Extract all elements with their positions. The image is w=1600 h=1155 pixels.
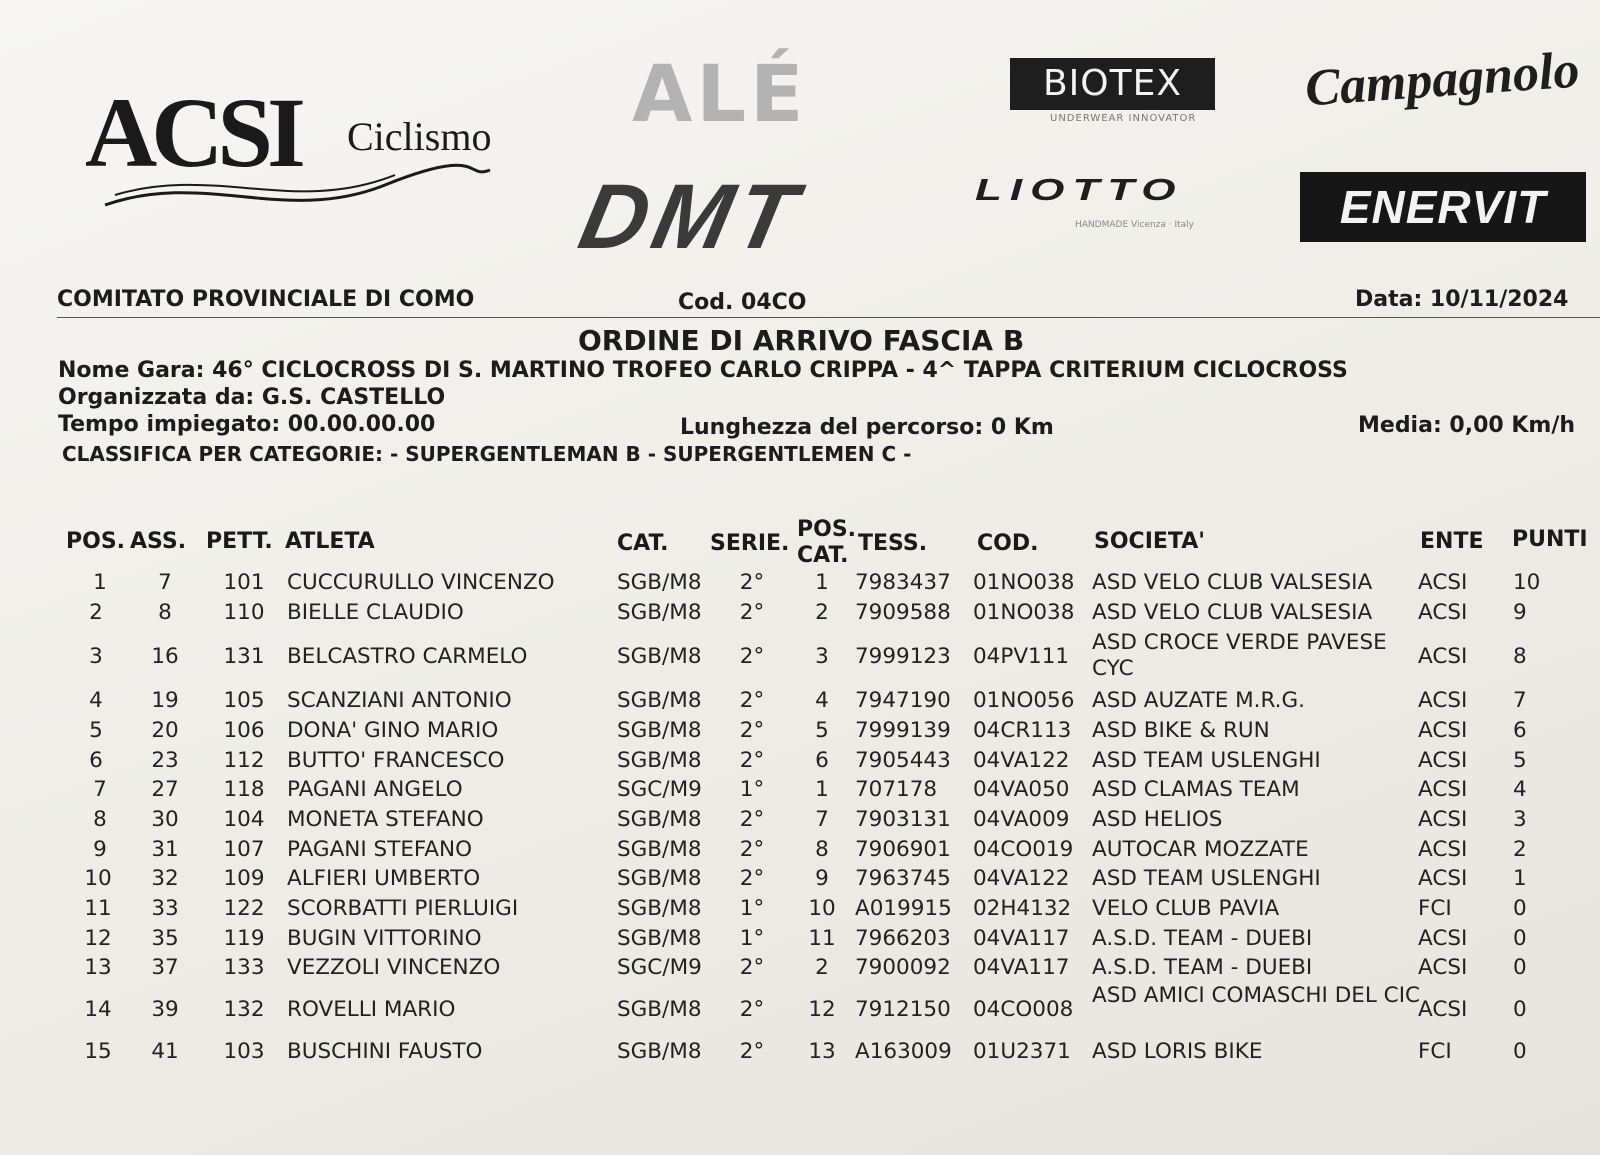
cell-ass: 31 [151, 837, 179, 862]
header-rule [57, 317, 1600, 318]
cell-pos: 2 [89, 600, 103, 625]
table-row [0, 570, 1600, 600]
cell-atleta: PAGANI ANGELO [287, 777, 463, 802]
cell-pos: 8 [93, 807, 107, 832]
cell-cod: 04VA050 [973, 777, 1070, 802]
cell-cat: SGB/M8 [617, 997, 702, 1022]
cell-serie: 2° [739, 644, 765, 669]
col-atleta: ATLETA [285, 529, 375, 554]
cell-cod: 01NO038 [973, 570, 1075, 595]
cell-ente: ACSI [1418, 748, 1468, 773]
col-poscat-line1: POS. [797, 517, 857, 542]
cell-cod: 04VA117 [973, 926, 1070, 951]
cell-punti: 8 [1513, 644, 1527, 669]
cell-cat: SGB/M8 [617, 748, 702, 773]
cell-pos: 11 [84, 896, 112, 921]
average-speed: Media: 0,00 Km/h [1358, 413, 1576, 438]
table-row [0, 748, 1600, 778]
cell-poscat: 6 [815, 748, 829, 773]
cell-societa: A.S.D. TEAM - DUEBI [1092, 955, 1313, 980]
organizer: Organizzata da: G.S. CASTELLO [58, 385, 446, 410]
cell-ass: 8 [158, 600, 172, 625]
cell-serie: 2° [739, 570, 765, 595]
cell-ass: 32 [151, 866, 179, 891]
cell-ente: ACSI [1418, 570, 1468, 595]
acsi-logo [85, 75, 505, 215]
cell-tess: 7906901 [855, 837, 951, 862]
cell-pos: 1 [93, 570, 107, 595]
cell-serie: 2° [739, 807, 765, 832]
col-ente: ENTE [1420, 529, 1484, 554]
cell-punti: 5 [1513, 748, 1527, 773]
date: Data: 10/11/2024 [1355, 287, 1569, 312]
cell-punti: 4 [1513, 777, 1527, 802]
table-row [0, 866, 1600, 896]
cell-cod: 04VA122 [973, 866, 1070, 891]
cell-pos: 4 [89, 688, 103, 713]
cell-pett: 122 [223, 896, 265, 921]
cell-ass: 37 [151, 955, 179, 980]
cell-ass: 39 [151, 997, 179, 1022]
ale-logo: ALÉ [632, 50, 808, 140]
cell-pos: 10 [84, 866, 112, 891]
cell-societa: ASD VELO CLUB VALSESIA [1092, 600, 1373, 625]
cell-cod: 04CO019 [973, 837, 1074, 862]
col-poscat-line2: CAT. [797, 543, 849, 568]
cell-pett: 107 [223, 837, 265, 862]
cell-ente: ACSI [1418, 644, 1468, 669]
cell-serie: 1° [739, 926, 765, 951]
col-ass: ASS. [130, 529, 187, 554]
cell-serie: 1° [739, 896, 765, 921]
col-societa: SOCIETA' [1094, 529, 1205, 554]
cell-cat: SGB/M8 [617, 718, 702, 743]
cell-poscat: 10 [808, 896, 836, 921]
cell-societa: ASD AUZATE M.R.G. [1092, 688, 1306, 713]
cell-pos: 15 [84, 1039, 112, 1064]
cell-atleta: VEZZOLI VINCENZO [287, 955, 501, 980]
cell-ente: ACSI [1418, 807, 1468, 832]
col-serie: SERIE. [710, 531, 790, 556]
cell-punti: 10 [1513, 570, 1541, 595]
cell-pos: 3 [89, 644, 103, 669]
cell-punti: 7 [1513, 688, 1527, 713]
cell-ass: 33 [151, 896, 179, 921]
page-title: ORDINE DI ARRIVO FASCIA B [578, 324, 1025, 357]
cell-ente: ACSI [1418, 600, 1468, 625]
cell-tess: 7905443 [855, 748, 951, 773]
cell-poscat: 1 [815, 570, 829, 595]
cell-poscat: 1 [815, 777, 829, 802]
table-row [0, 688, 1600, 718]
cell-ass: 19 [151, 688, 179, 713]
cell-poscat: 8 [815, 837, 829, 862]
cell-pos: 5 [89, 718, 103, 743]
table-row [0, 955, 1600, 985]
cell-poscat: 9 [815, 866, 829, 891]
cell-pos: 9 [93, 837, 107, 862]
table-row [0, 1039, 1600, 1069]
cell-atleta: SCORBATTI PIERLUIGI [287, 896, 519, 921]
cell-pos: 6 [89, 748, 103, 773]
liotto-logo: LIOTTO [975, 172, 1184, 207]
cell-serie: 2° [739, 600, 765, 625]
cell-punti: 0 [1513, 896, 1527, 921]
cell-tess: 7966203 [855, 926, 951, 951]
cell-tess: 7999123 [855, 644, 951, 669]
cell-serie: 2° [739, 866, 765, 891]
cell-cat: SGB/M8 [617, 896, 702, 921]
cell-serie: 2° [739, 837, 765, 862]
cell-poscat: 7 [815, 807, 829, 832]
cell-pett: 101 [223, 570, 265, 595]
cell-ass: 23 [151, 748, 179, 773]
cell-ente: ACSI [1418, 688, 1468, 713]
table-row [0, 983, 1600, 1027]
cell-tess: 7900092 [855, 955, 951, 980]
cell-ass: 30 [151, 807, 179, 832]
cell-tess: 7983437 [855, 570, 951, 595]
biotex-tagline: UNDERWEAR INNOVATOR [1050, 113, 1197, 124]
cell-atleta: DONA' GINO MARIO [287, 718, 499, 743]
cell-serie: 2° [739, 955, 765, 980]
cell-pett: 133 [223, 955, 265, 980]
cell-poscat: 2 [815, 600, 829, 625]
cell-cod: 01NO056 [973, 688, 1075, 713]
cell-ente: ACSI [1418, 777, 1468, 802]
cell-societa: VELO CLUB PAVIA [1092, 896, 1280, 921]
col-punti: PUNTI [1512, 527, 1588, 552]
cell-cat: SGB/M8 [617, 688, 702, 713]
col-pos: POS. [66, 529, 126, 554]
cell-pos: 12 [84, 926, 112, 951]
table-row [0, 630, 1600, 681]
cell-punti: 9 [1513, 600, 1527, 625]
cell-ente: ACSI [1418, 997, 1468, 1022]
cell-tess: A019915 [855, 896, 952, 921]
cell-ente: ACSI [1418, 866, 1468, 891]
cell-atleta: PAGANI STEFANO [287, 837, 473, 862]
cell-cod: 04VA117 [973, 955, 1070, 980]
table-row [0, 807, 1600, 837]
cell-cat: SGB/M8 [617, 1039, 702, 1064]
course-length: Lunghezza del percorso: 0 Km [680, 415, 1054, 440]
cell-pett: 132 [223, 997, 265, 1022]
cell-ass: 20 [151, 718, 179, 743]
categories: CLASSIFICA PER CATEGORIE: - SUPERGENTLEMAN B - SUPERGENTLEMEN C - [62, 442, 912, 466]
table-row [0, 600, 1600, 630]
cell-ass: 35 [151, 926, 179, 951]
cell-pett: 103 [223, 1039, 265, 1064]
acsi-mark: ACSI [85, 77, 300, 188]
cell-pett: 109 [223, 866, 265, 891]
cell-poscat: 2 [815, 955, 829, 980]
cell-tess: 7903131 [855, 807, 951, 832]
cell-cod: 04CO008 [973, 997, 1074, 1022]
cell-pos: 13 [84, 955, 112, 980]
sponsor-logos [0, 0, 1600, 270]
cell-poscat: 11 [808, 926, 836, 951]
cell-cat: SGB/M8 [617, 837, 702, 862]
cell-pett: 110 [223, 600, 265, 625]
cell-cod: 04VA122 [973, 748, 1070, 773]
dmt-logo: DMT [571, 166, 811, 268]
table-row [0, 777, 1600, 807]
cell-atleta: ALFIERI UMBERTO [287, 866, 481, 891]
cell-cod: 01U2371 [973, 1039, 1071, 1064]
cell-punti: 0 [1513, 997, 1527, 1022]
campagnolo-logo: Campagnolo [1303, 41, 1582, 118]
cell-serie: 2° [739, 718, 765, 743]
cell-pett: 119 [223, 926, 265, 951]
cell-cod: 04CR113 [973, 718, 1072, 743]
cell-pett: 105 [223, 688, 265, 713]
cell-societa: ASD BIKE & RUN [1092, 718, 1270, 743]
cell-ente: ACSI [1418, 837, 1468, 862]
cell-poscat: 3 [815, 644, 829, 669]
race-name: Nome Gara: 46° CICLOCROSS DI S. MARTINO TROFEO CARLO CRIPPA - 4^ TAPPA CRITERIUM CICLOCROSS [58, 358, 1348, 383]
cell-societa: A.S.D. TEAM - DUEBI [1092, 926, 1313, 951]
cell-punti: 0 [1513, 926, 1527, 951]
cell-serie: 2° [739, 997, 765, 1022]
cell-punti: 2 [1513, 837, 1527, 862]
cell-ente: FCI [1418, 896, 1452, 921]
cell-societa: ASD VELO CLUB VALSESIA [1092, 570, 1373, 595]
cell-atleta: MONETA STEFANO [287, 807, 484, 832]
table-row [0, 837, 1600, 867]
table-row [0, 718, 1600, 748]
table-row [0, 926, 1600, 956]
cell-societa: ASD LORIS BIKE [1092, 1039, 1263, 1064]
cell-tess: 707178 [855, 777, 938, 802]
cell-cod: 01NO038 [973, 600, 1075, 625]
cell-ass: 41 [151, 1039, 179, 1064]
cell-societa: ASD CLAMAS TEAM [1092, 777, 1300, 802]
cell-ente: ACSI [1418, 926, 1468, 951]
cell-punti: 0 [1513, 1039, 1527, 1064]
cell-punti: 3 [1513, 807, 1527, 832]
cell-pett: 106 [223, 718, 265, 743]
cell-atleta: BIELLE CLAUDIO [287, 600, 464, 625]
cell-pos: 14 [84, 997, 112, 1022]
cell-societa: AUTOCAR MOZZATE [1092, 837, 1309, 862]
cell-tess: 7999139 [855, 718, 951, 743]
table-row [0, 896, 1600, 926]
code: Cod. 04CO [678, 290, 807, 315]
cell-pett: 104 [223, 807, 265, 832]
cell-cat: SGB/M8 [617, 644, 702, 669]
time-used: Tempo impiegato: 00.00.00.00 [58, 412, 436, 437]
cell-tess: 7947190 [855, 688, 951, 713]
cell-ass: 7 [158, 570, 172, 595]
cell-serie: 2° [739, 748, 765, 773]
cell-atleta: BUTTO' FRANCESCO [287, 748, 505, 773]
cell-atleta: ROVELLI MARIO [287, 997, 456, 1022]
cell-societa: ASD TEAM USLENGHI [1092, 748, 1321, 773]
cell-serie: 2° [739, 688, 765, 713]
cell-ente: ACSI [1418, 718, 1468, 743]
cell-cat: SGB/M8 [617, 600, 702, 625]
cell-serie: 1° [739, 777, 765, 802]
cell-societa: ASD HELIOS [1092, 807, 1223, 832]
cell-cat: SGC/M9 [617, 955, 702, 980]
cell-tess: A163009 [855, 1039, 952, 1064]
cell-atleta: BELCASTRO CARMELO [287, 644, 528, 669]
cell-atleta: BUSCHINI FAUSTO [287, 1039, 483, 1064]
col-pett: PETT. [206, 529, 273, 554]
cell-tess: 7909588 [855, 600, 951, 625]
cell-societa: ASD CROCE VERDE PAVESE CYC [1092, 630, 1387, 681]
cell-ass: 16 [151, 644, 179, 669]
cell-pos: 7 [93, 777, 107, 802]
cell-punti: 1 [1513, 866, 1527, 891]
cell-cod: 02H4132 [973, 896, 1072, 921]
cell-pett: 131 [223, 644, 265, 669]
acsi-word: Ciclismo [347, 114, 492, 159]
cell-cat: SGB/M8 [617, 926, 702, 951]
cell-atleta: CUCCURULLO VINCENZO [287, 570, 555, 595]
cell-poscat: 12 [808, 997, 836, 1022]
cell-punti: 0 [1513, 955, 1527, 980]
committee: COMITATO PROVINCIALE DI COMO [57, 287, 475, 312]
col-cod: COD. [977, 531, 1039, 556]
biotex-logo: BIOTEX [1010, 58, 1215, 110]
cell-poscat: 4 [815, 688, 829, 713]
cell-tess: 7912150 [855, 997, 951, 1022]
cell-cat: SGB/M8 [617, 807, 702, 832]
cell-tess: 7963745 [855, 866, 951, 891]
cell-atleta: SCANZIANI ANTONIO [287, 688, 512, 713]
cell-cod: 04VA009 [973, 807, 1070, 832]
cell-ente: FCI [1418, 1039, 1452, 1064]
cell-societa: ASD AMICI COMASCHI DEL CIC [1092, 983, 1421, 1008]
cell-pett: 118 [223, 777, 265, 802]
cell-cat: SGC/M9 [617, 777, 702, 802]
cell-atleta: BUGIN VITTORINO [287, 926, 482, 951]
cell-cat: SGB/M8 [617, 570, 702, 595]
cell-societa: ASD TEAM USLENGHI [1092, 866, 1321, 891]
cell-poscat: 5 [815, 718, 829, 743]
cell-ente: ACSI [1418, 955, 1468, 980]
cell-poscat: 13 [808, 1039, 836, 1064]
cell-pett: 112 [223, 748, 265, 773]
col-tess: TESS. [858, 531, 928, 556]
cell-ass: 27 [151, 777, 179, 802]
liotto-tagline: HANDMADE Vicenza · Italy [1075, 220, 1194, 230]
cell-punti: 6 [1513, 718, 1527, 743]
col-cat: CAT. [617, 531, 669, 556]
cell-serie: 2° [739, 1039, 765, 1064]
cell-cod: 04PV111 [973, 644, 1070, 669]
enervit-logo: ENERVIT [1300, 172, 1586, 242]
cell-cat: SGB/M8 [617, 866, 702, 891]
